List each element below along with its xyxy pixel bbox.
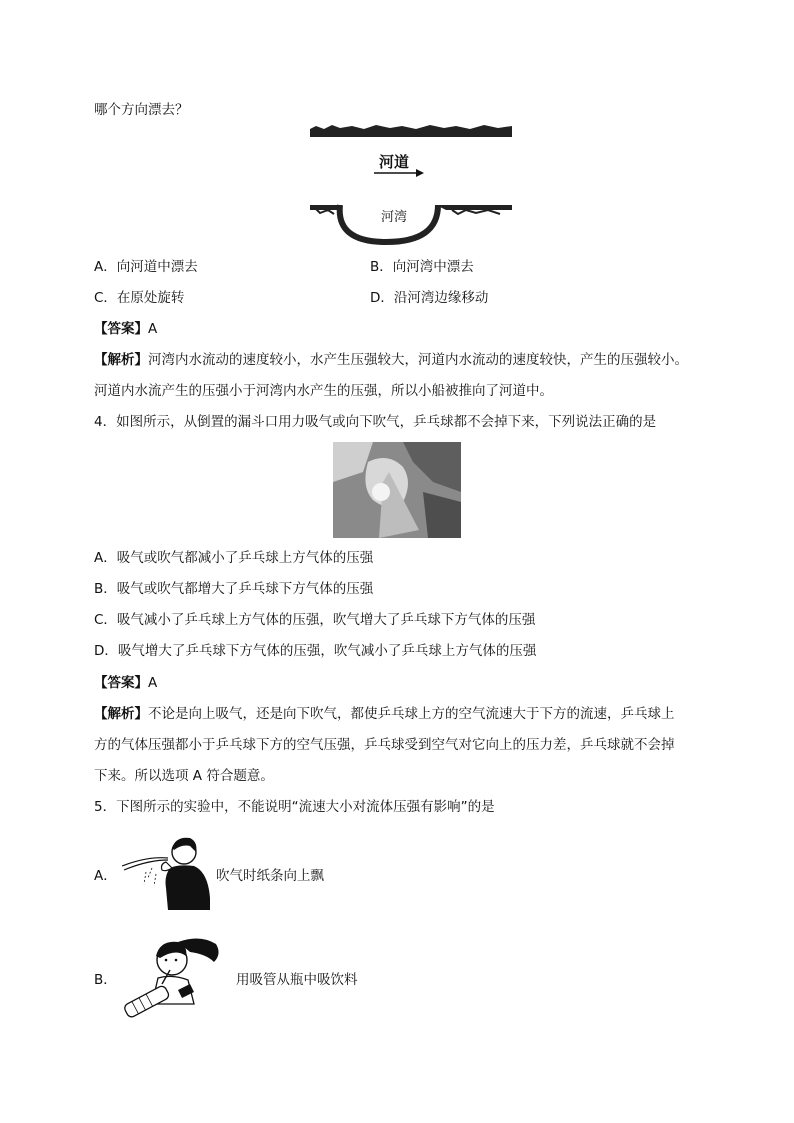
q4-analysis-line-1: 【解析】不论是向上吸气，还是向下吹气，都使乒乓球上方的空气流速大于下方的流速，乒乓球上 (94, 706, 675, 722)
q4-analysis-line-3: 下来。所以选项 A 符合题意。 (94, 768, 274, 784)
boy-blowing-paper-illustration (118, 828, 214, 910)
q5-option-a-text: 吹气时纸条向上飘 (216, 868, 324, 884)
q3-analysis-line-1: 【解析】河湾内水流动的速度较小，水产生压强较大，河道内水流动的速度较快，产生的压强较小。 (94, 352, 688, 368)
q4-option-d: D．吸气增大了乒乓球下方气体的压强，吹气减小了乒乓球上方气体的压强 (94, 643, 537, 659)
q4-option-a: A．吸气或吹气都减小了乒乓球上方气体的压强 (94, 550, 374, 566)
q3-answer (94, 321, 157, 337)
q4-option-b: B．吸气或吹气都增大了乒乓球下方气体的压强 (94, 581, 374, 597)
boy-blowing-drawing (118, 828, 214, 910)
q4-answer (94, 675, 157, 691)
question-4-stem: 4．如图所示，从倒置的漏斗口用力吸气或向下吹气，乒乓球都不会掉下来，下列说法正确的是 (94, 414, 657, 430)
river-label: 河道 (379, 153, 410, 171)
answer-tag: 【答案】 (94, 675, 148, 691)
river-bay-figure (306, 124, 516, 248)
q5-option-b-text: 用吸管从瓶中吸饮料 (236, 972, 358, 988)
bay-label: 河湾 (381, 210, 408, 225)
q3-option-d: D．沿河湾边缘移动 (370, 290, 489, 306)
answer-value: A (148, 321, 158, 337)
question-3-tail: 哪个方向漂去？ (94, 102, 189, 118)
girl-drinking-straw-illustration (120, 932, 232, 1024)
q3-option-c: C．在原处旋转 (94, 290, 185, 306)
question-5-stem: 5．下图所示的实验中，不能说明“流速大小对流体压强有影响”的是 (94, 799, 495, 815)
q3-option-a: A．向河道中漂去 (94, 259, 198, 275)
q3-analysis-line-2: 河道内水流产生的压强小于河湾内水产生的压强，所以小船被推向了河道中。 (94, 383, 553, 399)
analysis-tag: 【解析】 (94, 352, 148, 368)
answer-tag: 【答案】 (94, 321, 148, 337)
girl-drinking-drawing (120, 932, 232, 1024)
river-bay-drawing (306, 124, 516, 248)
funnel-photo-drawing (333, 442, 461, 538)
funnel-photo (333, 442, 461, 538)
q4-analysis-line-2: 方的气体压强都小于乒乓球下方的空气压强，乒乓球受到空气对它向上的压力差，乒乓球就不会掉 (94, 737, 675, 753)
q4-option-c: C．吸气减小了乒乓球上方气体的压强，吹气增大了乒乓球下方气体的压强 (94, 612, 536, 628)
q3-option-b: B．向河湾中漂去 (370, 259, 474, 275)
analysis-tag: 【解析】 (94, 706, 148, 722)
answer-value: A (148, 675, 158, 691)
q5-option-a-letter: A． (94, 868, 117, 884)
q5-option-b-letter: B． (94, 972, 117, 988)
